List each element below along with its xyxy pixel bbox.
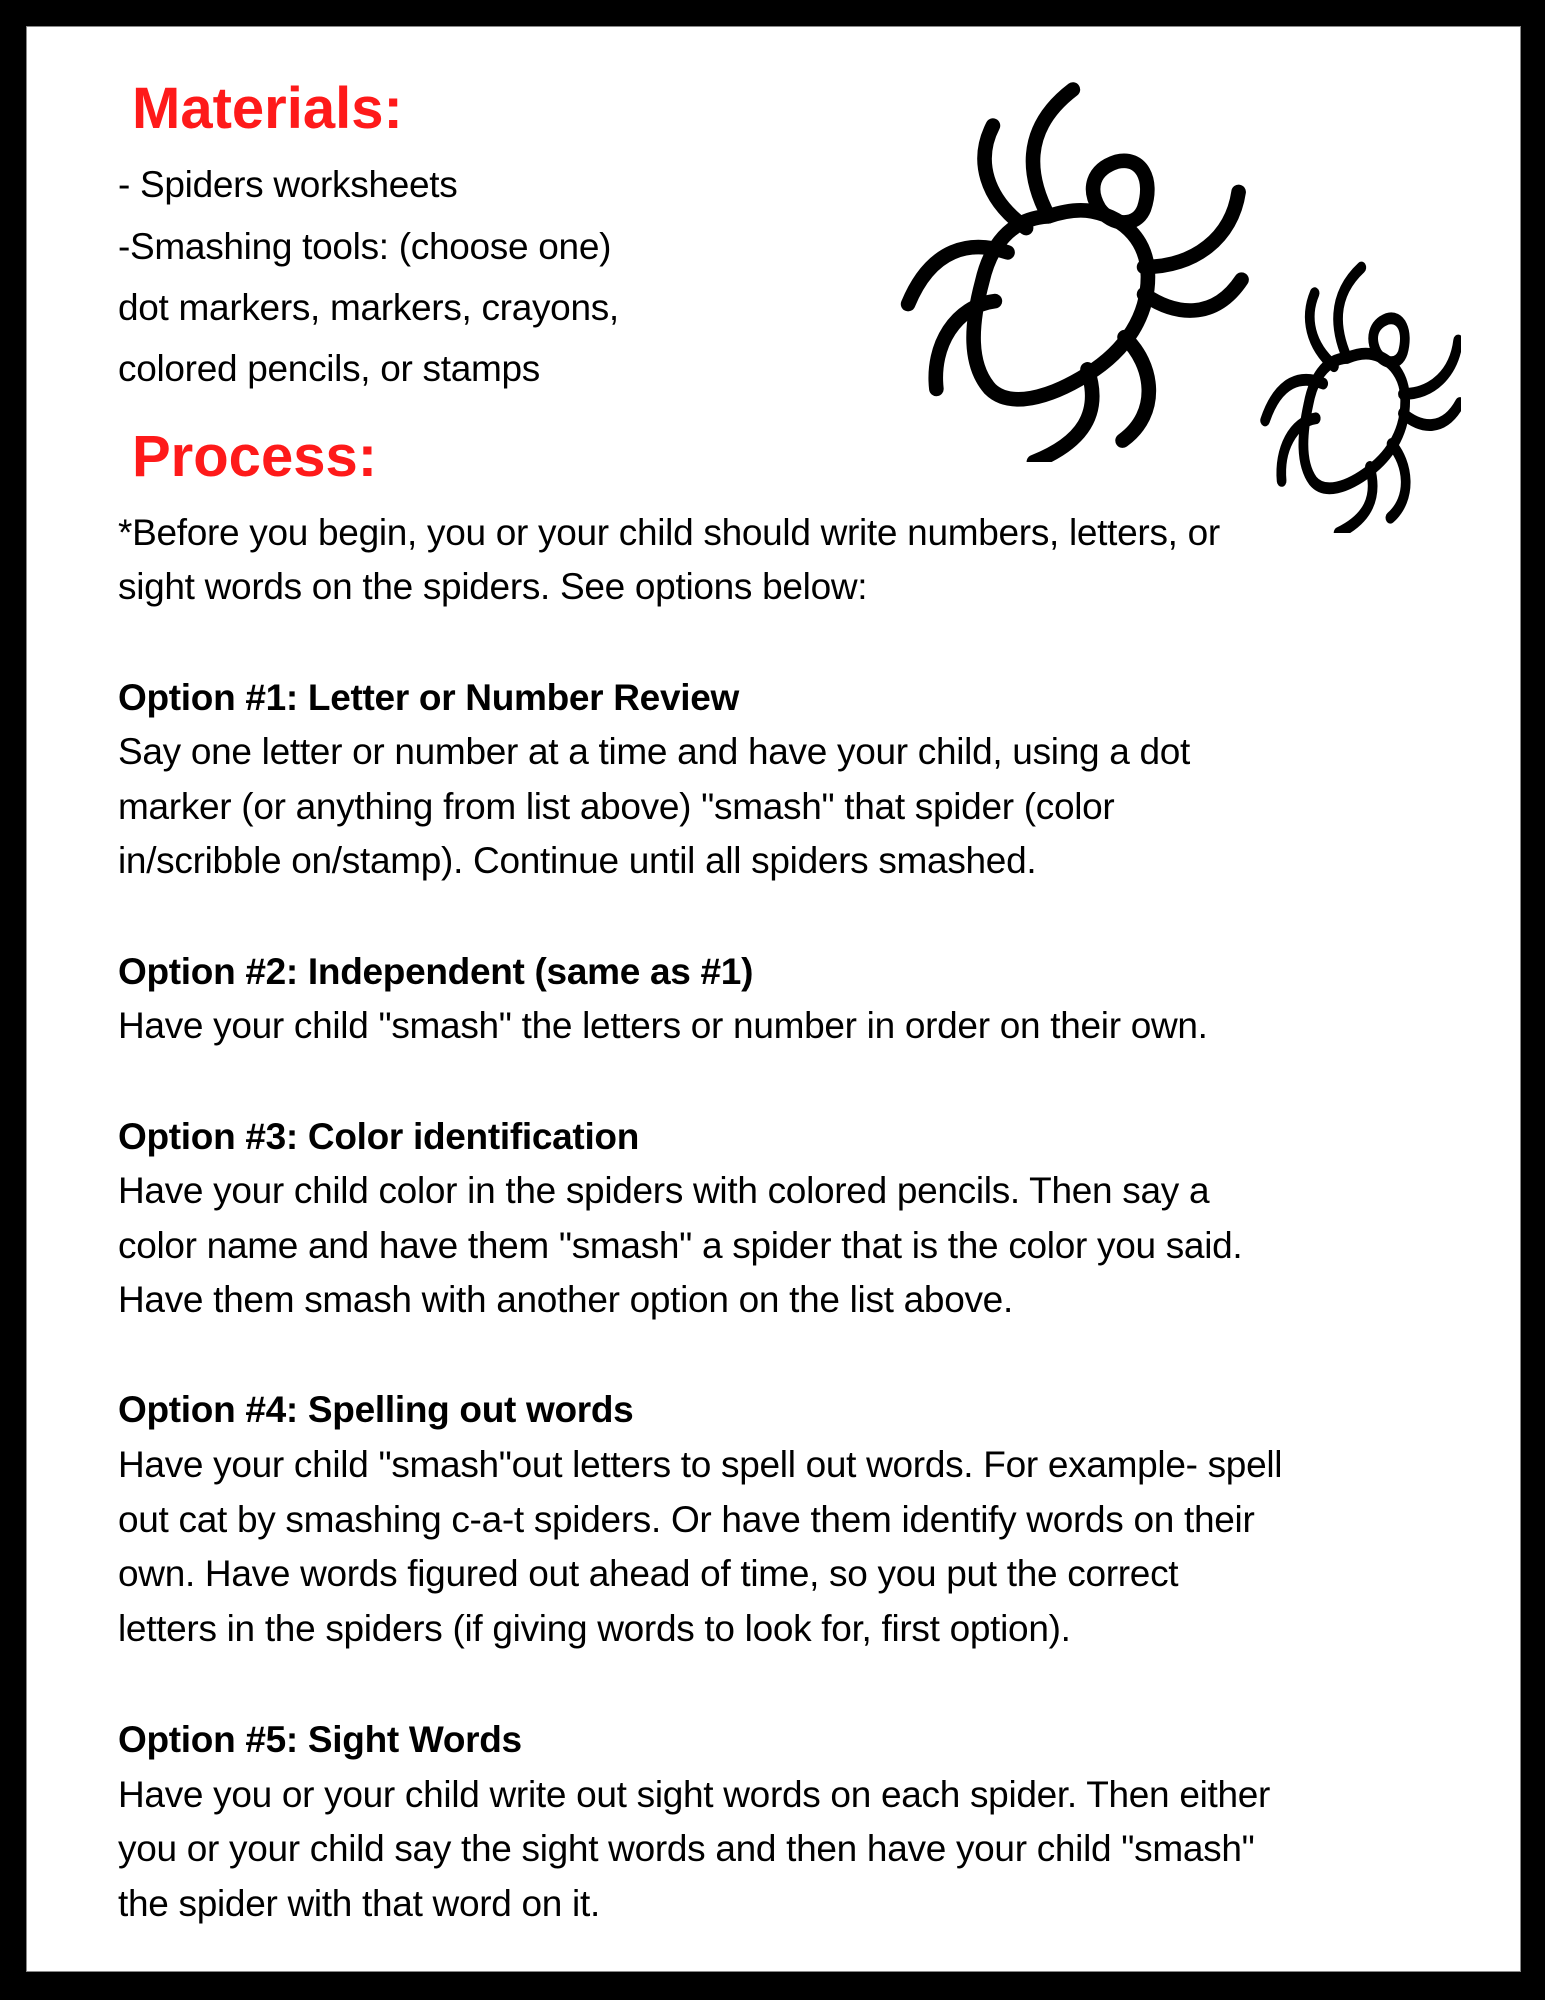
materials-line: dot markers, markers, crayons,: [118, 287, 619, 328]
process-intro-line: *Before you begin, you or your child should write numbers, letters, or: [118, 512, 1220, 553]
worksheet-page: [26, 26, 1521, 1972]
spider-icon-small: [1256, 255, 1461, 533]
option-2-text: Have your child "smash" the letters or number in order on their own.: [118, 1005, 1208, 1046]
option-4-text: Have your child "smash"out letters to spell out words. For example- spell: [118, 1444, 1283, 1485]
option-1-text: in/scribble on/stamp). Continue until all spiders smashed.: [118, 840, 1037, 881]
option-4-text: out cat by smashing c-a-t spiders. Or have them identify words on their: [118, 1499, 1255, 1540]
materials-line: colored pencils, or stamps: [118, 348, 541, 389]
option-1-title: Option #1: Letter or Number Review: [118, 677, 739, 718]
materials-line: -Smashing tools: (choose one): [118, 226, 612, 267]
materials-line: - Spiders worksheets: [118, 164, 458, 205]
option-3-text: color name and have them "smash" a spider that is the color you said.: [118, 1225, 1243, 1266]
option-3-text: Have them smash with another option on the list above.: [118, 1279, 1013, 1320]
option-1-text: marker (or anything from list above) "smash" that spider (color: [118, 786, 1115, 827]
option-5-text: Have you or your child write out sight words on each spider. Then either: [118, 1774, 1271, 1815]
option-5-text: you or your child say the sight words and then have your child "smash": [118, 1828, 1255, 1869]
option-4-text: own. Have words figured out ahead of time, so you put the correct: [118, 1553, 1179, 1594]
spider-icon-large: [887, 72, 1249, 462]
option-5-title: Option #5: Sight Words: [118, 1719, 522, 1760]
option-4-text: letters in the spiders (if giving words to look for, first option).: [118, 1608, 1071, 1649]
materials-heading: Materials:: [132, 76, 403, 141]
process-intro-line: sight words on the spiders. See options below:: [118, 566, 868, 607]
option-1-text: Say one letter or number at a time and have your child, using a dot: [118, 731, 1191, 772]
option-4-title: Option #4: Spelling out words: [118, 1389, 634, 1430]
option-3-text: Have your child color in the spiders with colored pencils. Then say a: [118, 1170, 1210, 1211]
option-5-text: the spider with that word on it.: [118, 1883, 600, 1924]
option-3-title: Option #3: Color identification: [118, 1116, 640, 1157]
option-2-title: Option #2: Independent (same as #1): [118, 951, 754, 992]
process-heading: Process:: [132, 424, 378, 489]
